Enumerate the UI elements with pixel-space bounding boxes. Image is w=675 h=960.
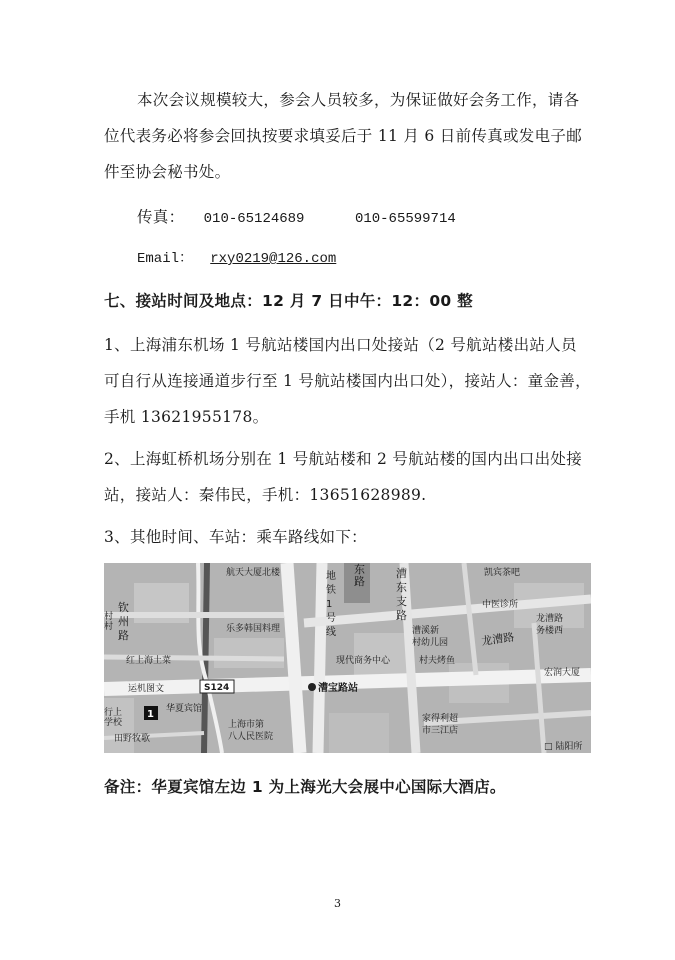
para1-line2: 位代表务必将参会回执按要求填妥后于 11 月 6 日前传真或发电子邮	[104, 127, 582, 145]
para1-line3: 件至协会秘书处。	[104, 163, 231, 181]
map-label-dong: 东	[354, 563, 365, 576]
map-label-yuncheng: 运机图文	[128, 684, 165, 694]
map-label-cunfu: 村夫烤鱼	[419, 656, 456, 666]
email-line	[137, 247, 336, 267]
route-map	[104, 563, 591, 753]
map-label-huaxia: 华夏宾馆	[166, 704, 203, 714]
email-link[interactable]: rxy0219@126.com	[210, 251, 337, 267]
map-label-caobao: 漕宝路站	[318, 683, 358, 694]
map-label-hangtian: 航天大厦北楼	[226, 568, 281, 578]
map-label-hongrun: 宏润大厦	[544, 668, 581, 678]
map-label-xuexiao: 学校	[104, 718, 123, 728]
item1-line1: 1、上海浦东机场 1 号航站楼国内出口处接站（2 号航站楼出站人员	[104, 336, 577, 354]
item2-line1: 2、上海虹桥机场分别在 1 号航站楼和 2 号航站楼的国内出口出处接	[104, 450, 582, 468]
fax-number-1: 010-65124689	[203, 211, 305, 227]
map-label-lu: 路	[354, 575, 365, 588]
map-label-kaibin: 凯宾茶吧	[484, 568, 521, 578]
map-label-caodongzhi-1: 漕	[396, 567, 407, 580]
map-label-hangshang: 行上	[104, 708, 123, 718]
map-label-bareny: 八人民医院	[228, 732, 274, 742]
map-label-longcaolu-road: 龙漕路	[480, 630, 516, 648]
section7-heading: 七、接站时间及地点：12 月 7 日中午：12：00 整	[104, 292, 473, 310]
map-label-lexiduo: 乐多韩国料理	[226, 624, 281, 634]
fax-number-2: 010-65599714	[354, 211, 456, 227]
page-number: 3	[334, 897, 341, 910]
map-label-xiandai: 现代商务中心	[336, 656, 391, 666]
item1-line3: 手机 13621955178。	[104, 408, 269, 426]
map-label-s124: S124	[204, 683, 230, 693]
map-label-ditie-1: 地	[326, 571, 336, 582]
map-label-cun: 村	[104, 622, 114, 632]
para1-line1: 本次会议规模较大，参会人员较多，为保证做好会务工作，请各	[137, 91, 580, 109]
map-label-qinzhou-1: 钦	[118, 601, 129, 614]
map-label-hongshang: 红上海土菜	[126, 656, 172, 666]
map-label-qinzhou-3: 路	[118, 629, 129, 642]
item2-line2: 站，接站人：秦伟民，手机：13651628989.	[104, 486, 427, 504]
map-label-cunyoue: 村幼儿园	[412, 638, 449, 648]
map-label-caodongzhi-3: 支	[396, 595, 407, 608]
map-label-jiade: 家得利超	[422, 714, 459, 724]
map-label-caoxi: 漕溪新	[412, 626, 440, 636]
item3-line1: 3、其他时间、车站：乘车路线如下：	[104, 528, 367, 546]
map-label-tianye: 田野牧歌	[114, 734, 151, 744]
map-label-piaoxiao: □ 陆阳所	[544, 742, 583, 752]
map-label-cun-left: 村	[104, 612, 114, 622]
map-label-qinzhou-2: 州	[118, 615, 129, 628]
map-label-ditie-4: 号	[326, 613, 336, 624]
email-label: Email：	[137, 251, 194, 267]
map-label-shanghaishi: 上海市第	[228, 720, 265, 730]
fax-line	[137, 205, 456, 227]
map-label-ditie-2: 铁	[326, 585, 336, 596]
fax-label: 传真：	[137, 208, 185, 226]
map-label-caodongzhi-2: 东	[396, 581, 407, 594]
map-label-zhongyi: 中医诊所	[482, 600, 519, 610]
remark-text: 备注：华夏宾馆左边 1 为上海光大会展中心国际大酒店。	[104, 778, 506, 796]
map-marker-1: 1	[147, 709, 154, 720]
map-label-fuwu: 务楼西	[536, 626, 564, 636]
map-label-longcaolu-right: 龙漕路	[536, 614, 564, 624]
item1-line2: 可自行从连接通道步行至 1 号航站楼国内出口处），接站人：童金善，	[104, 372, 591, 390]
map-label-ditie-5: 线	[326, 627, 336, 638]
map-label-shisan: 市三江店	[422, 726, 459, 736]
map-label-caodongzhi-4: 路	[396, 609, 407, 622]
map-label-ditie-3: 1	[326, 599, 333, 610]
